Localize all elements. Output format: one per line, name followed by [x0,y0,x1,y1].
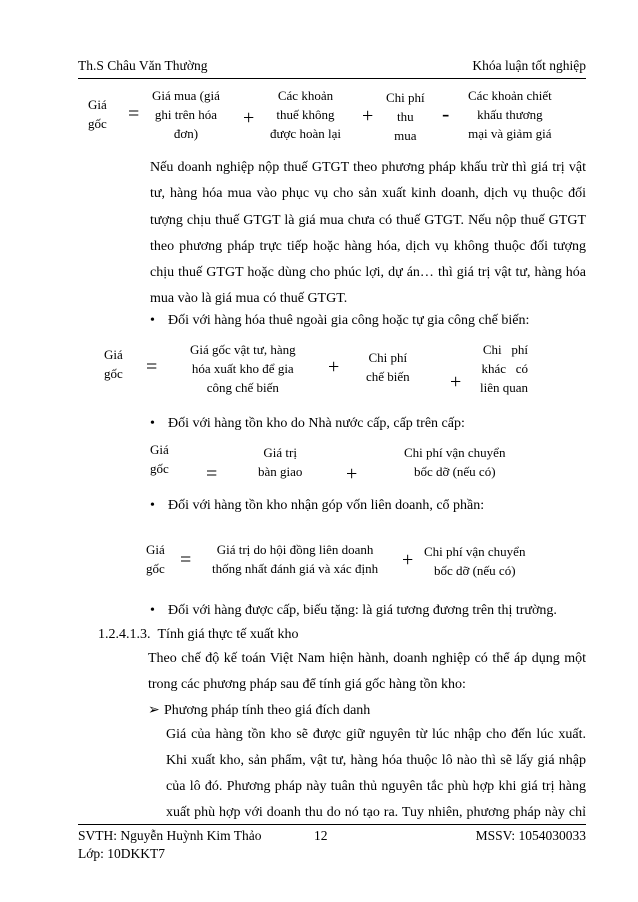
formula3-term-line: Chi phí vận chuyển [404,445,506,460]
bullet-state-allocated [150,416,465,432]
formula3-lhs-line: Giá [150,442,169,457]
formula1-term-line: Giá mua (giá [152,88,220,103]
formula2-term-line: chế biến [366,369,410,384]
formula4-term-transport [424,542,525,580]
header-author: Th.S Châu Văn Thường [78,58,208,73]
paragraph-line: tư, hàng hóa mua vào phục vụ cho sản xuất kinh doanh, dịch vụ thuộc đối [150,186,586,202]
formula4-term-line: bốc dỡ (nếu có) [433,563,516,578]
formula3-term-line: bốc dỡ (nếu có) [413,464,496,479]
formula4-plus: + [402,549,414,571]
formula3-plus: + [346,463,358,485]
formula1-term-line: mua [394,128,417,143]
formula3-term-line: bàn giao [258,464,303,479]
formula3-term-line: Giá trị [263,445,297,460]
formula1-equals: = [128,103,140,125]
formula1-plus-2: + [362,105,374,127]
bullet-text: Đối với hàng tồn kho do Nhà nước cấp, cấp trên cấp: [168,416,465,431]
formula4-term-line: Giá trị do hội đồng liên doanh [216,542,374,557]
formula1-term-line: Các khoản [277,88,334,103]
formula4-lhs [146,540,165,578]
formula2-lhs [104,345,123,383]
bullet-text: Đối với hàng tồn kho nhận góp vốn liên doanh, cổ phần: [168,498,485,513]
footer-student: SVTH: Nguyễn Huỳnh Kim Thảo [78,828,262,843]
formula1-term-line: Các khoản chiết [468,88,552,103]
formula1-term-line: mại và giảm giá [468,126,552,141]
formula3-lhs-line: gốc [150,461,169,476]
bullet-dot-icon: • [150,416,155,431]
paragraph-line: tượng chịu thuế GTGT là giá mua chưa có thuế GTGT. Nếu nộp thuế GTGT [150,212,586,228]
formula3-equals: = [206,463,218,485]
formula2-plus-2: + [450,371,462,393]
footer-rule [78,824,586,825]
formula1-term-taxes [270,86,341,143]
paragraph-vat-note [150,155,586,313]
formula1-minus: - [442,101,450,126]
bullet-text: Đối với hàng được cấp, biếu tặng: là giá tương đương trên thị trường. [168,603,557,618]
paragraph-line: xuất phù hợp với doanh thu do nó tạo ra. Tuy nhiên, phương pháp này chỉ [166,805,586,820]
paragraph-line: Nếu doanh nghiệp nộp thuế GTGT theo phương pháp khấu trừ thì giá trị vật [150,160,586,175]
formula1-term-purchase-price [152,86,220,143]
formula2-term-line: Chi phí [482,342,529,357]
bullet-text: Đối với hàng hóa thuê ngoài gia công hoặc tự gia công chế biến: [168,313,530,328]
paragraph-line: Giá của hàng tồn kho sẽ được giữ nguyên từ lúc nhập cho đến lúc xuất. [166,727,586,742]
paragraph-line: chịu thuế GTGT hoặc dùng cho phúc lợi, dự án… thì giá trị vật tư, hàng hóa [150,265,586,281]
formula2-lhs-line: gốc [104,366,123,381]
formula1-term-line: Chi phí [386,90,425,105]
formula1-lhs-line: gốc [88,116,107,131]
footer-page-number: 12 [314,828,328,843]
formula1-term-line: thu [397,109,414,124]
bullet-dot-icon: • [150,498,155,513]
formula3-term-transport [404,443,505,481]
formula2-lhs-line: Giá [104,347,123,362]
formula2-term-line: công chế biến [206,380,279,395]
formula2-term-line: Giá gốc vật tư, hàng [190,342,296,357]
formula4-lhs-line: Giá [146,542,165,557]
method-specific-identification [148,702,370,719]
formula2-plus-1: + [328,356,340,378]
formula2-equals: = [146,356,158,378]
bullet-dot-icon: • [150,313,155,328]
bullet-capital-contribution [150,498,484,514]
formula1-term-line: đơn) [173,126,199,141]
formula4-term-line: Chi phí vận chuyển [424,544,526,559]
section-heading [98,627,298,643]
formula1-term-discounts [468,86,552,143]
formula3-term-transfer [258,443,302,481]
formula2-term-line: Chi phí [368,350,408,365]
formula1-term-line: ghi trên hóa [154,107,217,122]
formula1-term-purchase-expense [386,88,425,145]
footer-student-id: MSSV: 1054030033 [475,828,586,843]
formula2-term-line: khác có [481,361,529,376]
paragraph-line: theo phương pháp trực tiếp hoặc hàng hóa, dịch vụ không thuộc đối tượng [150,238,586,254]
formula2-term-line: hóa xuất kho để gia [191,361,294,376]
section-number: 1.2.4.1.3. [98,627,151,642]
section-title: Tính giá thực tế xuất kho [157,627,299,642]
formula1-plus-1: + [243,107,255,129]
paragraph-line: của lô đó. Phương pháp này tuân thủ nguyên tắc phù hợp khi giá trị hàng [166,779,586,794]
formula1-lhs [88,95,107,133]
paragraph-line: mua vào là giá mua có thuế GTGT. [150,291,348,307]
formula2-term-other [480,340,528,397]
bullet-outsourced-processing [150,313,529,329]
header-rule [78,78,586,79]
formula1-term-line: thuế không [276,107,335,122]
footer-class: Lớp: 10DKKT7 [78,846,166,861]
formula4-lhs-line: gốc [146,561,165,576]
bullet-donated-goods [150,603,557,619]
header-title: Khóa luận tốt nghiệp [472,58,586,73]
formula2-term-material-cost [190,340,296,397]
formula4-term-council-value [212,540,378,578]
formula1-term-line: được hoàn lại [270,126,341,141]
method-title: Phương pháp tính theo giá đích danh [164,703,371,718]
bullet-dot-icon: • [150,603,155,618]
formula1-term-line: khấu thương [477,107,543,122]
paragraph-line: Khi xuất kho, sản phẩm, vật tư, hàng hóa thuộc lô nào thì sẽ lấy giá nhập [166,753,586,768]
paragraph-line: Theo chế độ kế toán Việt Nam hiện hành, doanh nghiệp có thể áp dụng một [148,651,586,666]
formula1-lhs-line: Giá [88,97,107,112]
formula4-term-line: thống nhất đánh giá và xác định [212,561,379,576]
paragraph-line: trong các phương pháp sau để tính giá gốc hàng tồn kho: [148,677,466,692]
formula2-term-line: liên quan [480,380,529,395]
arrow-bullet-icon: ➢ [148,703,160,718]
formula4-equals: = [180,549,192,571]
formula3-lhs [150,440,169,478]
formula2-term-processing [366,348,410,386]
